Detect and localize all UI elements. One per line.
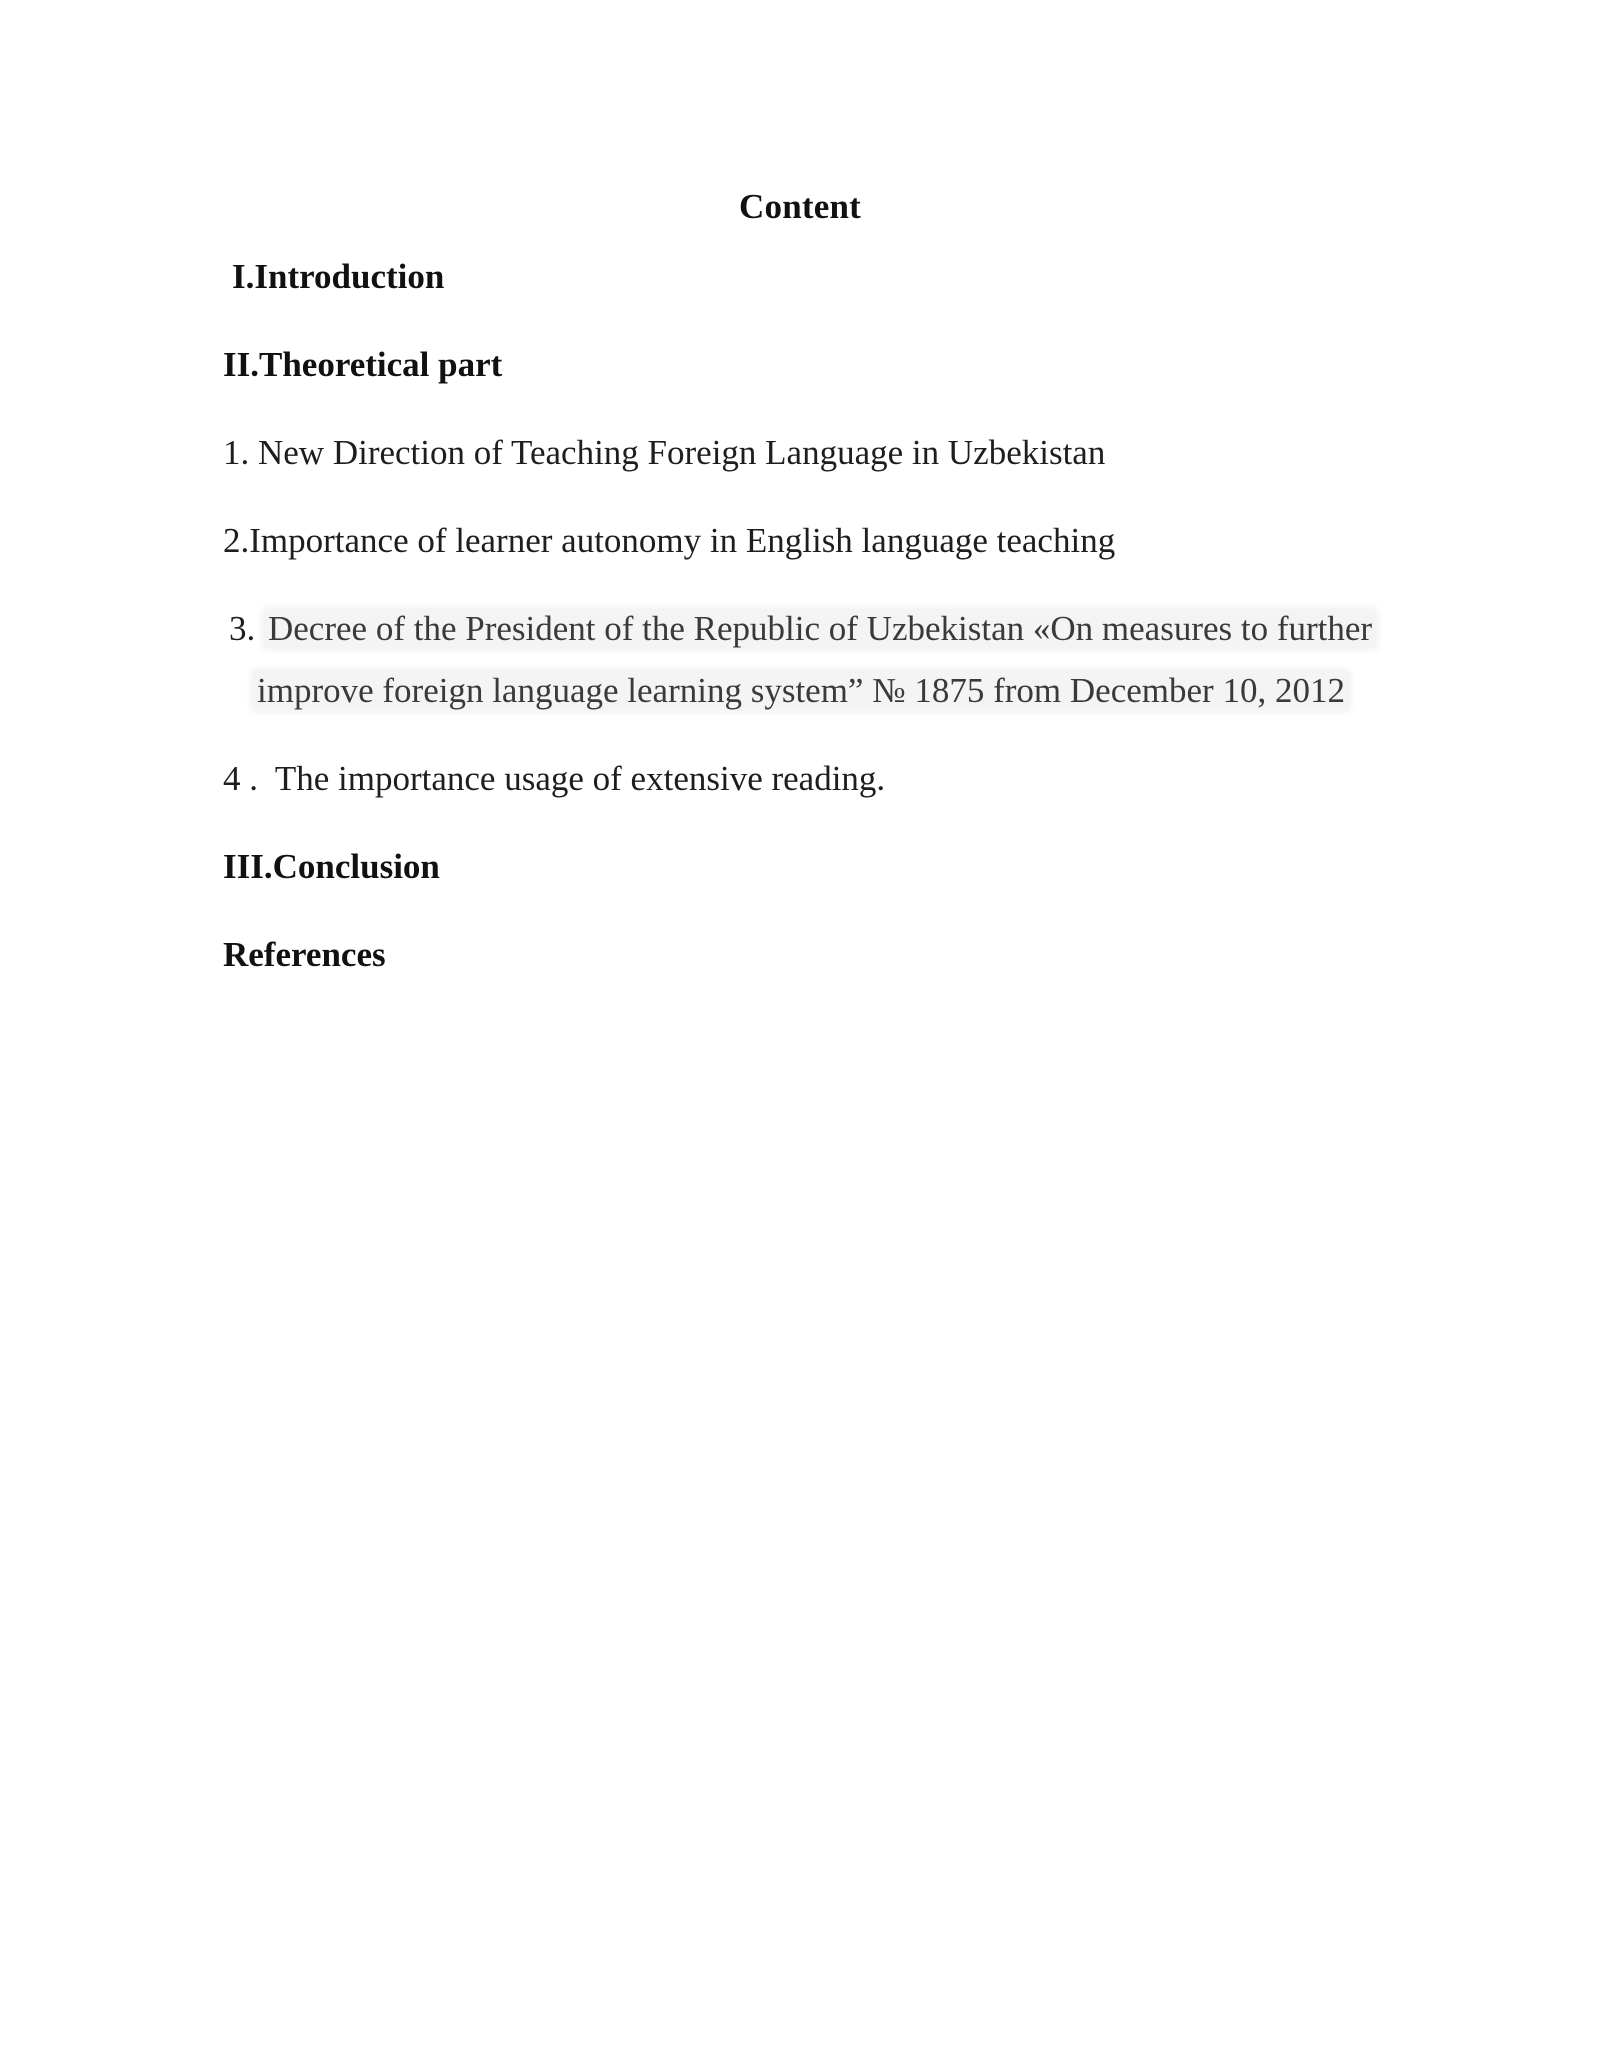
- toc-item-decree-text-line-2: improve foreign language learning system” № 1875 from December 10, 2012: [253, 671, 1349, 710]
- toc-item-conclusion: III.Conclusion: [223, 847, 440, 886]
- toc-item-decree-line-1: [229, 608, 1376, 650]
- toc-item-learner-autonomy: 2.Importance of learner autonomy in English language teaching: [223, 521, 1116, 560]
- toc-item-references: References: [223, 935, 386, 974]
- page-title: Content: [739, 187, 861, 226]
- toc-item-theoretical-part: II.Theoretical part: [223, 345, 503, 384]
- toc-item-decree-text-line-1: Decree of the President of the Republic of Uzbekistan «On measures to further: [264, 609, 1376, 648]
- toc-item-decree-line-2: [253, 670, 1349, 712]
- toc-item-new-direction: 1. New Direction of Teaching Foreign Language in Uzbekistan: [223, 433, 1106, 472]
- toc-item-extensive-reading: 4 . The importance usage of extensive reading.: [223, 759, 886, 798]
- toc-item-introduction: I.Introduction: [232, 257, 445, 296]
- toc-item-decree-number: 3.: [229, 609, 256, 648]
